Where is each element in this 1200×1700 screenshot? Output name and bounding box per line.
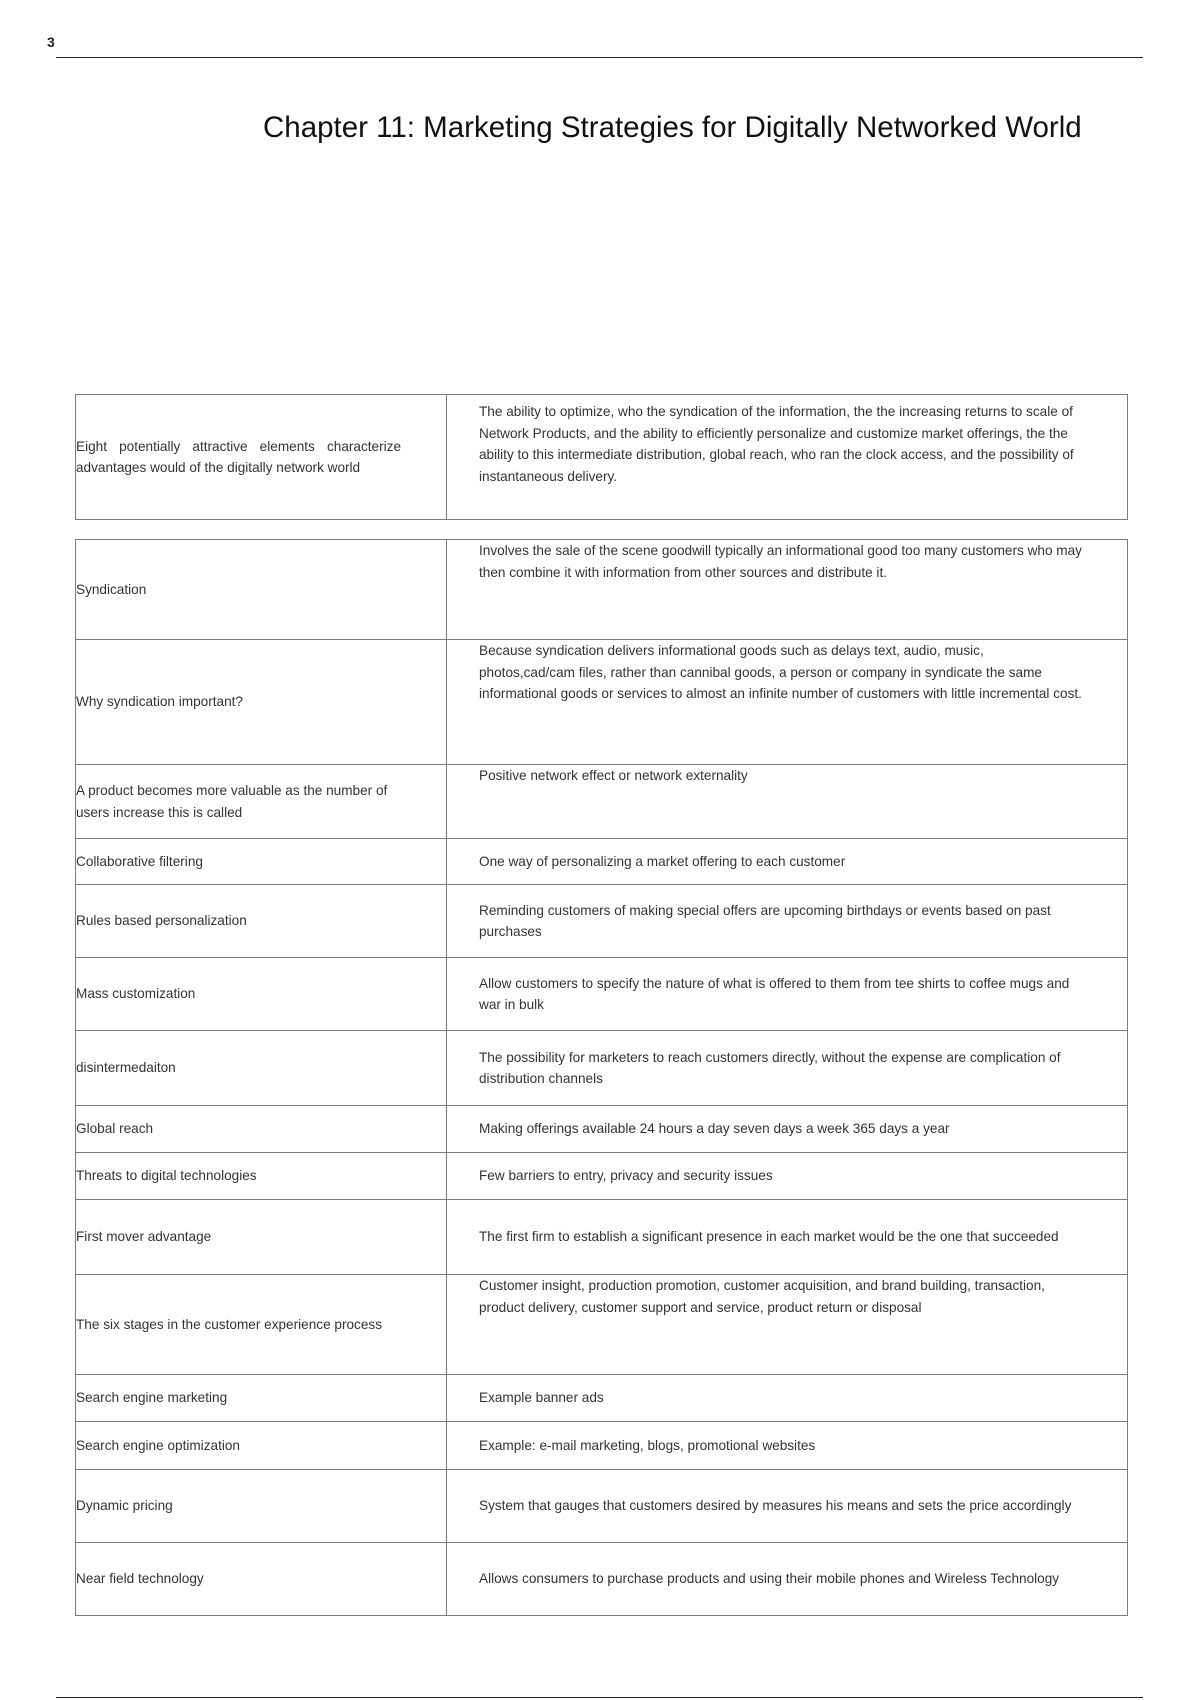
definition-cell: Example banner ads bbox=[447, 1375, 1128, 1422]
table-row bbox=[76, 765, 1128, 839]
table-row bbox=[76, 1543, 1128, 1616]
term-cell: Dynamic pricing bbox=[76, 1470, 447, 1543]
table-row bbox=[76, 958, 1128, 1031]
page-number: 3 bbox=[47, 34, 55, 50]
table-row bbox=[76, 1106, 1128, 1153]
definition-cell: Reminding customers of making special offers are upcoming birthdays or events based on past purchases bbox=[447, 885, 1128, 958]
term-cell: Search engine optimization bbox=[76, 1422, 447, 1470]
header-rule bbox=[56, 57, 1143, 58]
definition-cell: Few barriers to entry, privacy and security issues bbox=[447, 1153, 1128, 1200]
definition-cell: Positive network effect or network externality bbox=[447, 765, 1128, 839]
term-cell: Eight potentially attractive elements characterize advantages would of the digitally network world bbox=[76, 395, 447, 520]
table-row bbox=[76, 395, 1128, 520]
term-cell: A product becomes more valuable as the number of users increase this is called bbox=[76, 765, 447, 839]
definition-cell: Involves the sale of the scene goodwill typically an informational good too many customers who may then combine it with information from other sources and distribute it. bbox=[447, 540, 1128, 640]
definition-cell: The first firm to establish a significant presence in each market would be the one that succeeded bbox=[447, 1200, 1128, 1275]
term-cell: Near field technology bbox=[76, 1543, 447, 1616]
definition-cell: Allow customers to specify the nature of what is offered to them from tee shirts to coffee mugs and war in bulk bbox=[447, 958, 1128, 1031]
table-row bbox=[76, 1031, 1128, 1106]
definition-cell: The possibility for marketers to reach customers directly, without the expense are complication of distribution channels bbox=[447, 1031, 1128, 1106]
table-row bbox=[76, 640, 1128, 765]
term-cell: Search engine marketing bbox=[76, 1375, 447, 1422]
table-row bbox=[76, 1153, 1128, 1200]
table-row bbox=[76, 885, 1128, 958]
intro-card-table bbox=[75, 394, 1128, 520]
definition-cell: Allows consumers to purchase products and using their mobile phones and Wireless Technology bbox=[447, 1543, 1128, 1616]
definition-cell: System that gauges that customers desired by measures his means and sets the price accordingly bbox=[447, 1470, 1128, 1543]
term-cell: Global reach bbox=[76, 1106, 447, 1153]
definition-cell: One way of personalizing a market offering to each customer bbox=[447, 839, 1128, 885]
flashcard-table bbox=[75, 539, 1128, 1616]
table-row bbox=[76, 540, 1128, 640]
table-row bbox=[76, 839, 1128, 885]
definition-cell: Because syndication delivers informational goods such as delays text, audio, music, photos,cad/cam files, rather than cannibal goods, a person or company in syndicate the same informational goods or services to almost an infinite number of customers with little incremental cost. bbox=[447, 640, 1128, 765]
term-cell: The six stages in the customer experience process bbox=[76, 1275, 447, 1375]
table-row bbox=[76, 1275, 1128, 1375]
term-cell: Why syndication important? bbox=[76, 640, 447, 765]
term-cell: disintermedaiton bbox=[76, 1031, 447, 1106]
table-row bbox=[76, 1422, 1128, 1470]
footer-rule bbox=[56, 1697, 1143, 1698]
term-cell: Rules based personalization bbox=[76, 885, 447, 958]
term-cell: Mass customization bbox=[76, 958, 447, 1031]
term-cell: Threats to digital technologies bbox=[76, 1153, 447, 1200]
table-row bbox=[76, 1200, 1128, 1275]
term-cell: Collaborative filtering bbox=[76, 839, 447, 885]
table-row bbox=[76, 1375, 1128, 1422]
table-row bbox=[76, 1470, 1128, 1543]
term-cell: First mover advantage bbox=[76, 1200, 447, 1275]
definition-cell: The ability to optimize, who the syndication of the information, the the increasing returns to scale of Network Products, and the ability to efficiently personalize and customize market offerings, the the ability to this intermediate distribution, global reach, who ran the clock access, and the possibility of instantaneous delivery. bbox=[447, 395, 1128, 520]
page-title: Chapter 11: Marketing Strategies for Digitally Networked World bbox=[263, 111, 1082, 144]
definition-cell: Customer insight, production promotion, customer acquisition, and brand building, transaction, product delivery, customer support and service, product return or disposal bbox=[447, 1275, 1128, 1375]
term-cell: Syndication bbox=[76, 540, 447, 640]
definition-cell: Example: e-mail marketing, blogs, promotional websites bbox=[447, 1422, 1128, 1470]
definition-cell: Making offerings available 24 hours a day seven days a week 365 days a year bbox=[447, 1106, 1128, 1153]
